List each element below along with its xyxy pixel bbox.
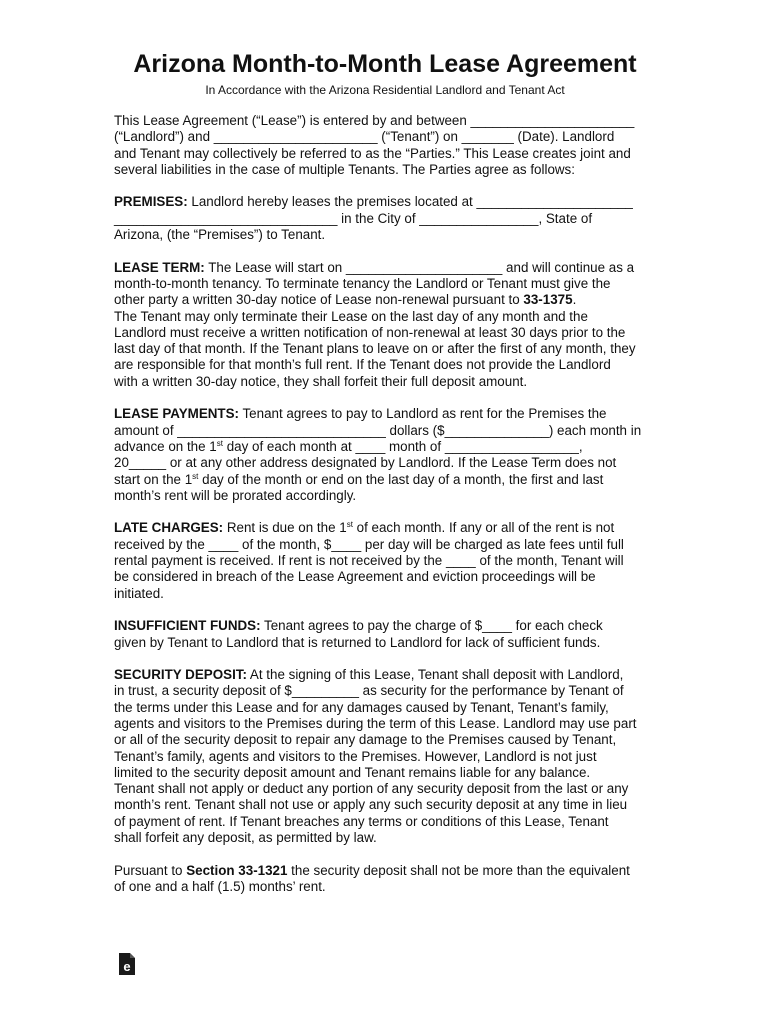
lease-term-section: LEASE TERM: The Lease will start on _____________________ and will continue as a month-to-month tenancy. To terminate tenancy the Landlord or Tenant must give the other party a written 30-day notice of Lease non-renewal pursuant to 33-1375. The Tenant may only terminate their Lease on the last day of any month and the Landlord must receive a written notification of non-renewal at least 30 days prior to the last day of that month. If the Tenant plans to leave on or after the first of any month, they are responsible for that month’s full rent. If the Tenant does not provide the Landlord with a written 30-day notice, they shall forfeit their full deposit amount.: [114, 260, 674, 390]
svg-text:e: e: [123, 959, 131, 974]
premises-text: Landlord hereby leases the premises located at _____________________: [187, 194, 633, 210]
lease-term-text: with a written 30-day notice, they shall forfeit their full deposit amount.: [114, 373, 528, 389]
lease-payments-text: Tenant agrees to pay to Landlord as rent for the Premises the: [239, 406, 607, 422]
lease-term-text: last day of that month. If the Tenant plans to leave on or after the first of any month, they: [114, 341, 636, 357]
lease-payments-text: month’s rent will be prorated accordingly.: [114, 487, 357, 503]
intro-paragraph: [114, 113, 674, 178]
security-deposit-text: limited to the security deposit amount and Tenant remains liable for any balance.: [114, 764, 591, 780]
intro-line: (“Landlord”) and ______________________ (“Tenant”) on _______ (Date). Landlord: [114, 129, 615, 145]
intro-line: several liabilities in the case of multiple Tenants. The Parties agree as follows:: [114, 161, 575, 177]
security-deposit-text: or all of the security deposit to repair any damage to the Premises caused by Tenant,: [114, 732, 617, 748]
security-deposit-text: month’s rent. Tenant shall not use or apply any such security deposit at any time in lieu: [114, 797, 628, 813]
eforms-logo-icon: [118, 952, 136, 976]
security-deposit-text: in trust, a security deposit of $_________ as security for the performance by Tenant of: [114, 683, 624, 699]
security-deposit-text: shall forfeit any deposit, as permitted by law.: [114, 830, 377, 846]
late-charges-text: rental payment is received. If rent is not received by the ____ of the month, Tenant will: [114, 553, 624, 569]
lease-term-text: month-to-month tenancy. To terminate tenancy the Landlord or Tenant must give the: [114, 275, 611, 291]
lease-payments-text: amount of ____________________________ dollars ($______________) each month in: [114, 422, 642, 438]
pursuant-section: Pursuant to Section 33-1321 the security deposit shall not be more than the equivalent of one and a half (1.5) months’ rent.: [114, 863, 674, 896]
security-deposit-text: Tenant’s family, agents and visitors to the Premises. However, Landlord is not just: [114, 748, 597, 764]
late-charges-text: received by the ____ of the month, $____ per day will be charged as late fees until full: [114, 536, 624, 552]
premises-text: ______________________________ in the City of ________________, State of: [114, 210, 593, 226]
lease-payments-section: LEASE PAYMENTS: Tenant agrees to pay to Landlord as rent for the Premises the amount of ____________________________ dollars ($______________) each month in advance on the 1st day of each month at ____ month of __________________, 20_____ or at any other address designated by Landlord. If the Lease Term does not start on the 1st day of the month or end on the last day of a month, the first and last month’s rent will be prorated accordingly.: [114, 406, 674, 504]
lease-payments-heading: LEASE PAYMENTS:: [114, 406, 239, 422]
security-deposit-heading: SECURITY DEPOSIT:: [114, 667, 247, 683]
pursuant-text: of one and a half (1.5) months’ rent.: [114, 878, 326, 894]
late-charges-heading: LATE CHARGES:: [114, 520, 224, 536]
insufficient-funds-text: given by Tenant to Landlord that is returned to Landlord for lack of sufficient funds.: [114, 634, 601, 650]
document-title: Arizona Month-to-Month Lease Agreement: [133, 50, 637, 78]
lease-term-text: are responsible for that month’s full rent. If the Tenant does not provide the Landlord: [114, 357, 611, 373]
lease-term-text: Landlord must receive a written notification of non-renewal at least 30 days prior to the: [114, 324, 626, 340]
document-subtitle: In Accordance with the Arizona Residential Landlord and Tenant Act: [205, 83, 565, 97]
insufficient-funds-section: INSUFFICIENT FUNDS: Tenant agrees to pay the charge of $____ for each check given by Tenant to Landlord that is returned to Landlord for lack of sufficient funds.: [114, 618, 674, 651]
insufficient-funds-heading: INSUFFICIENT FUNDS:: [114, 618, 261, 634]
premises-section: [114, 194, 674, 243]
statute-reference: Section 33-1321: [186, 862, 288, 878]
late-charges-text: be considered in breach of the Lease Agreement and eviction proceedings will be: [114, 569, 596, 585]
lease-payments-text: 20_____ or at any other address designated by Landlord. If the Lease Term does not: [114, 455, 617, 471]
security-deposit-text: Tenant shall not apply or deduct any portion of any security deposit from the last or any: [114, 781, 629, 797]
document-body: [114, 113, 674, 912]
premises-heading: PREMISES:: [114, 194, 188, 210]
lease-term-heading: LEASE TERM:: [114, 259, 205, 275]
intro-line: This Lease Agreement (“Lease”) is entered by and between ______________________: [114, 113, 635, 128]
lease-term-text: other party a written 30-day notice of Lease non-renewal pursuant to: [114, 292, 524, 308]
late-charges-section: LATE CHARGES: Rent is due on the 1st of each month. If any or all of the rent is not received by the ____ of the month, $____ per day will be charged as late fees until full rental payment is received. If rent is not received by the ____ of the month, Tenant will be considered in breach of the Lease Agreement and eviction proceedings will be initiated.: [114, 520, 674, 601]
intro-line: and Tenant may collectively be referred to as the “Parties.” This Lease creates joint and: [114, 145, 631, 161]
premises-text: Arizona, (the “Premises”) to Tenant.: [114, 227, 326, 243]
security-deposit-text: of payment of rent. If Tenant breaches any terms or conditions of this Lease, Tenant: [114, 813, 609, 829]
statute-reference: 33-1375: [523, 292, 573, 308]
late-charges-text: initiated.: [114, 585, 164, 601]
lease-term-text: The Tenant may only terminate their Lease on the last day of any month and the: [114, 308, 588, 324]
security-deposit-text: agents and visitors to the Premises during the term of this Lease. Landlord may use part: [114, 715, 637, 731]
security-deposit-section: SECURITY DEPOSIT: At the signing of this Lease, Tenant shall deposit with Landlord, in trust, a security deposit of $_________ as security for the performance by Tenant of the terms under this Lease and for any damages caused by Tenant, Tenant’s family, agents and visitors to the Premises during the term of this Lease. Landlord may use part or all of the security deposit to repair any damage to the Premises caused by Tenant, Tenant’s family, agents and visitors to the Premises. However, Landlord is not just limited to the security deposit amount and Tenant remains liable for any balance. Tenant shall not apply or deduct any portion of any security deposit from the last or any month’s rent. Tenant shall not use or apply any such security deposit at any time in lieu of payment of rent. If Tenant breaches any terms or conditions of this Lease, Tenant shall forfeit any deposit, as permitted by law.: [114, 667, 674, 846]
lease-term-text: The Lease will start on _____________________ and will continue as a: [204, 259, 635, 275]
security-deposit-text: the terms under this Lease and for any damages caused by Tenant, Tenant’s family,: [114, 699, 609, 715]
